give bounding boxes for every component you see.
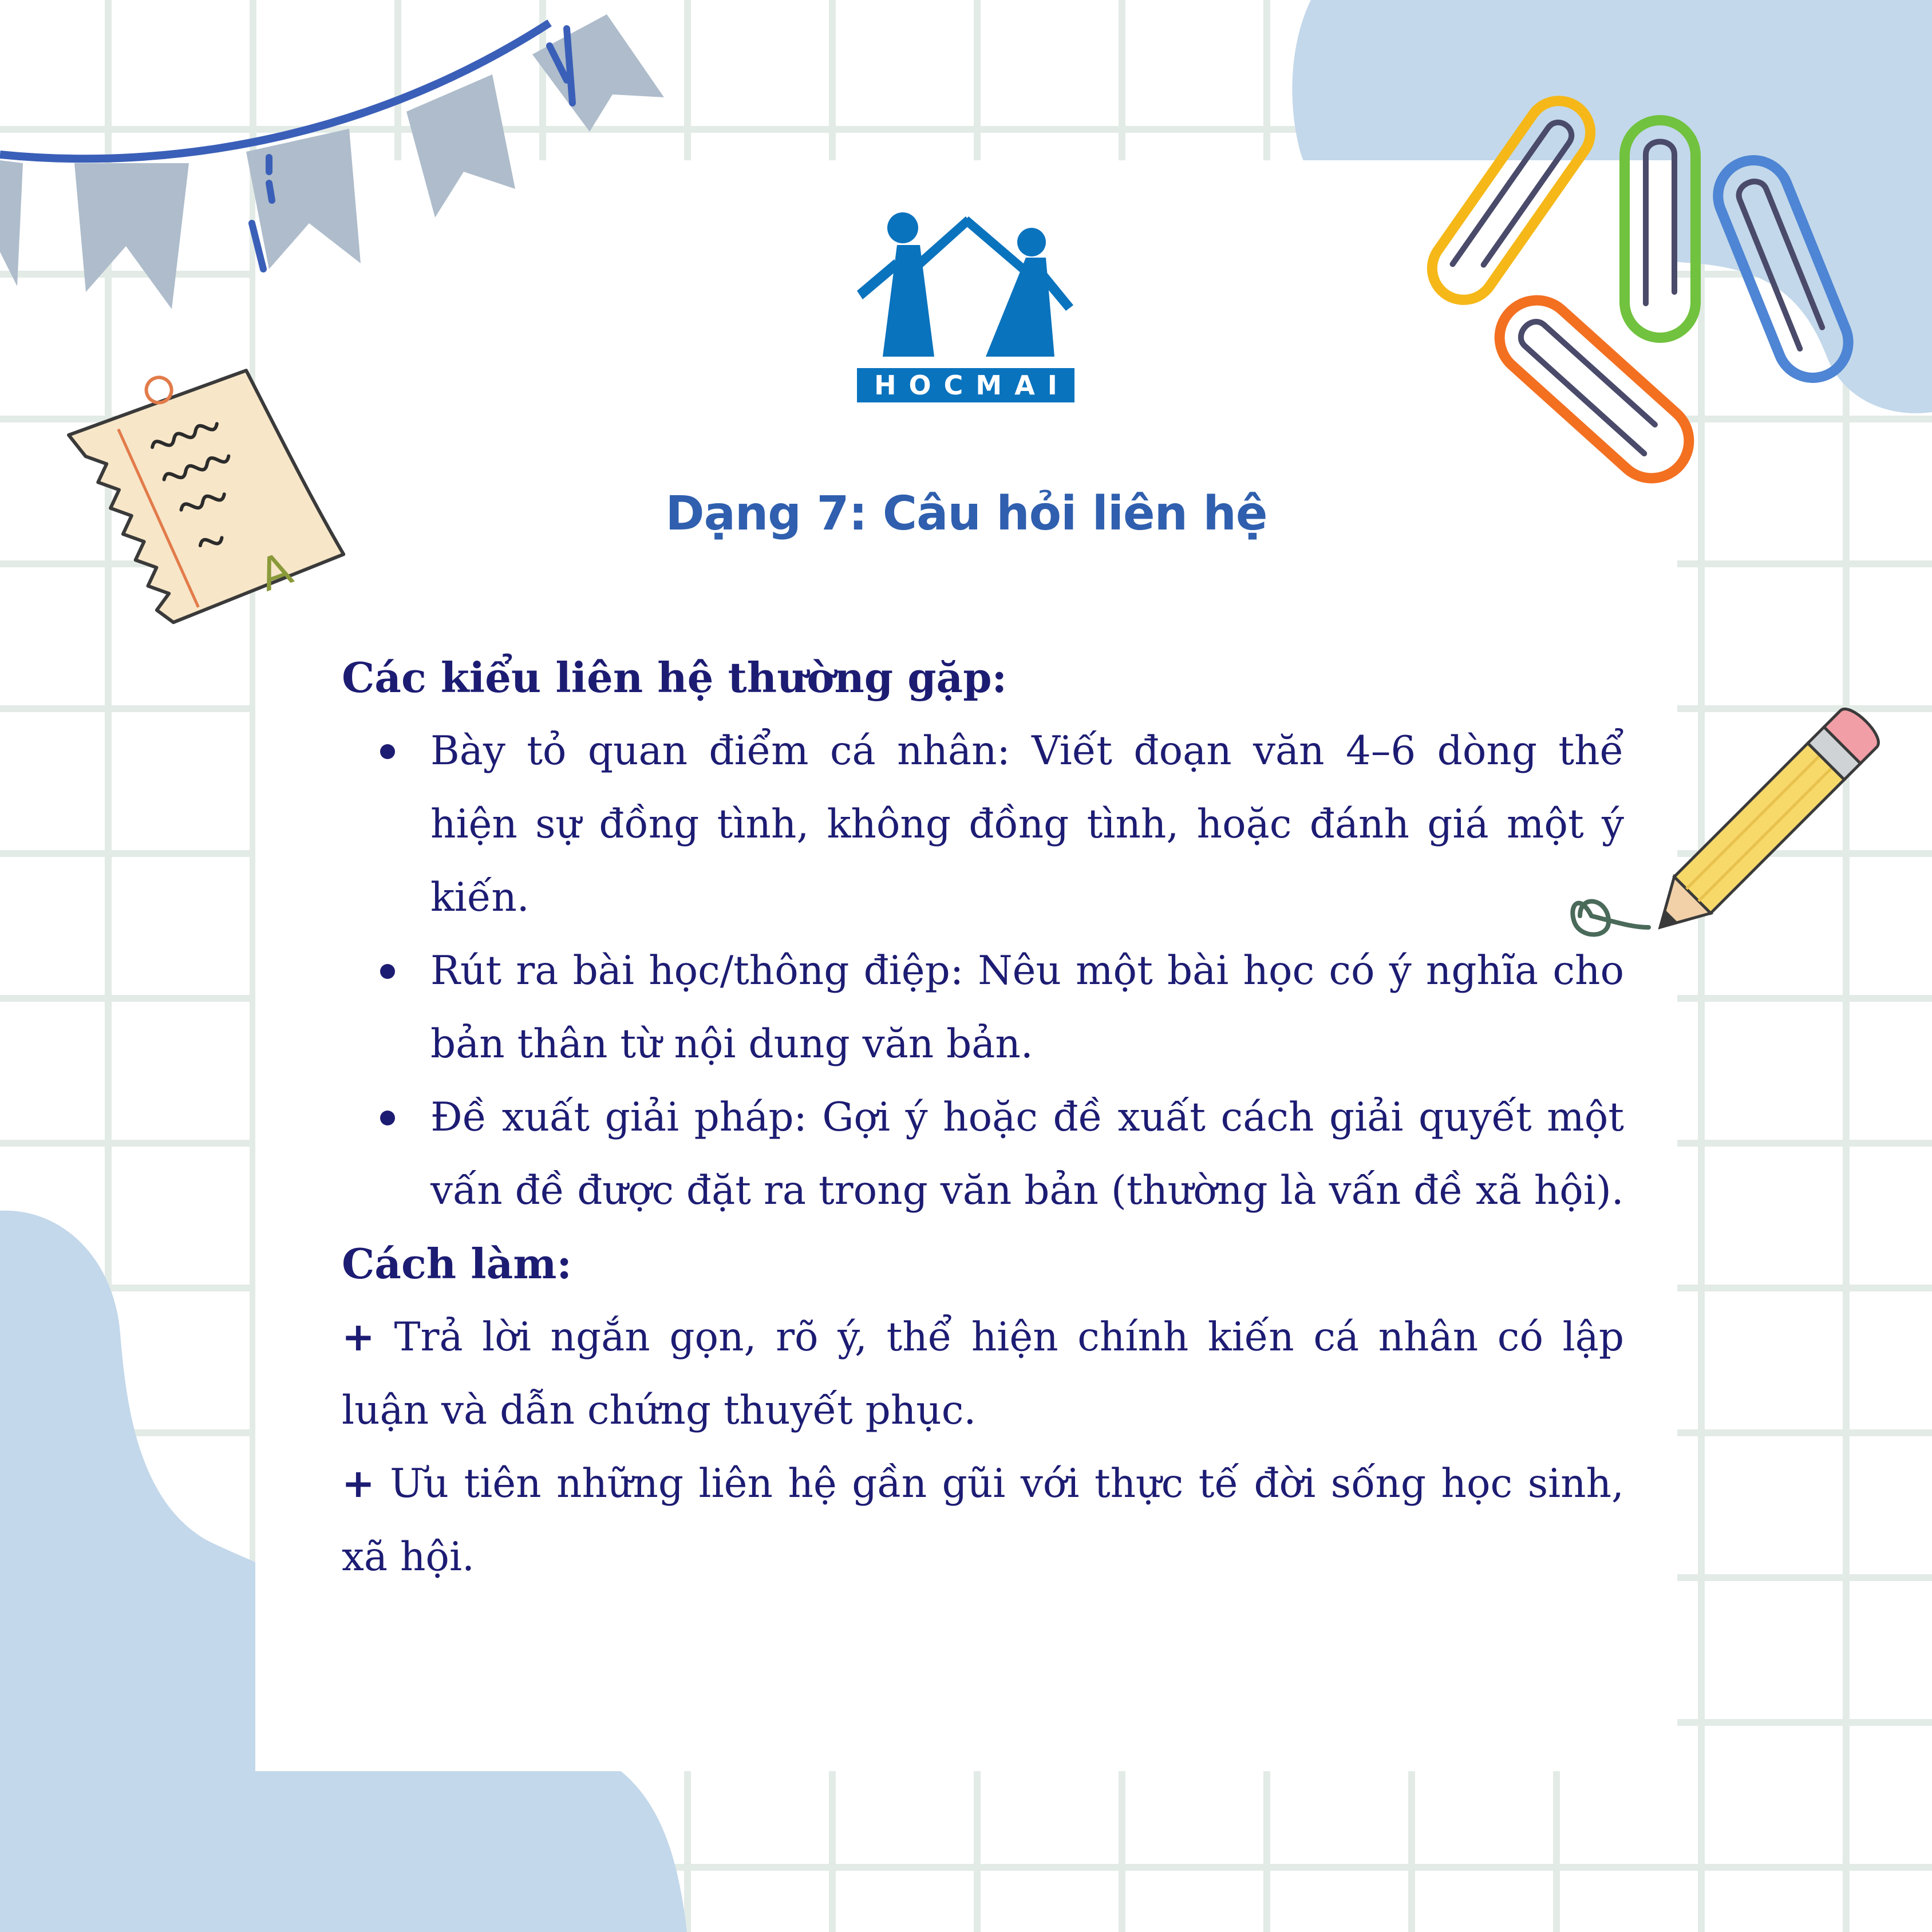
types-list [342, 714, 1624, 1227]
section-heading-method: Cách làm: [342, 1239, 572, 1288]
plus-marker: + [342, 1314, 375, 1360]
method-point [342, 1301, 1624, 1447]
method-point [342, 1447, 1624, 1594]
hocmai-logo-text: HOCMAI [874, 370, 1070, 401]
method-point-text: Ưu tiên những liên hệ gần gũi với thực tế đời sống học sinh, xã hội. [342, 1461, 1624, 1580]
section-heading-types: Các kiểu liên hệ thường gặp: [342, 653, 1008, 702]
plus-marker: + [342, 1461, 375, 1507]
main-content [342, 641, 1624, 1594]
method-point-text: Trả lời ngắn gọn, rõ ý, thể hiện chính kiến cá nhân có lập luận và dẫn chứng thuyết phục. [342, 1314, 1624, 1433]
note-grade-letter: A [252, 543, 299, 602]
list-item: Bày tỏ quan điểm cá nhân: Viết đoạn văn 4–6 dòng thể hiện sự đồng tình, không đồng tình, hoặc đánh giá một ý kiến. [430, 714, 1624, 934]
list-item: Rút ra bài học/thông điệp: Nêu một bài học có ý nghĩa cho bản thân từ nội dung văn bản. [430, 934, 1624, 1081]
page-title: Dạng 7: Câu hỏi liên hệ [665, 487, 1267, 541]
list-item: Đề xuất giải pháp: Gợi ý hoặc đề xuất cách giải quyết một vấn đề được đặt ra trong văn bản (thường là vấn đề xã hội). [430, 1081, 1624, 1227]
